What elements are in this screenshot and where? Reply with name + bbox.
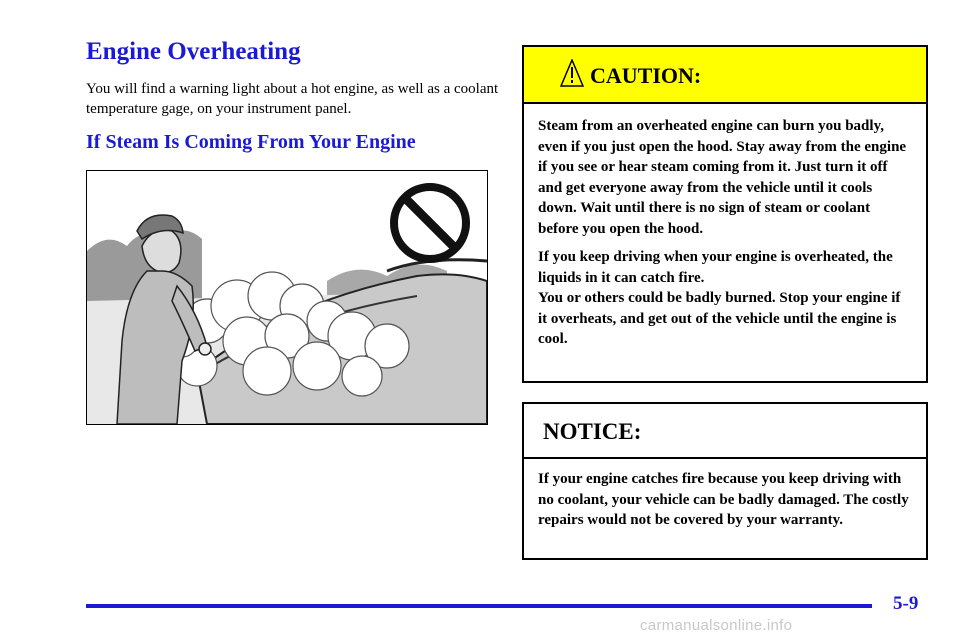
notice-header — [524, 404, 926, 459]
notice-box — [522, 402, 928, 560]
caution-label: CAUTION: — [590, 63, 702, 88]
caution-header — [524, 47, 926, 104]
intro-paragraph: You will find a warning light about a hot engine, as well as a coolant temperature gage, on your instrument panel. — [86, 81, 499, 117]
watermark: carmanualsonline.info — [640, 617, 793, 634]
section-subtitle: If Steam Is Coming From Your Engine — [86, 131, 416, 153]
warning-triangle-icon — [560, 59, 584, 87]
notice-label: NOTICE: — [543, 419, 642, 444]
caution-box — [522, 45, 928, 383]
no-symbol-icon — [394, 187, 466, 259]
page-title: Engine Overheating — [86, 38, 301, 65]
caution-paragraph-2a: If you keep driving when your engine is overheated, the liquids in it can catch fire. — [538, 249, 893, 286]
footer-rule — [86, 604, 872, 608]
steaming-engine-illustration — [86, 170, 488, 425]
caution-paragraph-2b: You or others could be badly burned. Stop your engine if it overheats, and get out of the vehicle until the engine is cool. — [538, 290, 901, 347]
caution-paragraph-1: Steam from an overheated engine can burn you badly, even if you just open the hood. Stay away from the engine if you see or hear steam coming from it. Just turn it off and get everyone away from the vehicle until it cools down. Wait until there is no sign of steam or coolant before you open the hood. — [538, 118, 907, 237]
notice-text: If your engine catches fire because you keep driving with no coolant, your vehicle can be badly damaged. The costly repairs would not be covered by your warranty. — [538, 471, 909, 528]
page-number: 5-9 — [893, 593, 919, 614]
caution-body — [524, 104, 926, 350]
